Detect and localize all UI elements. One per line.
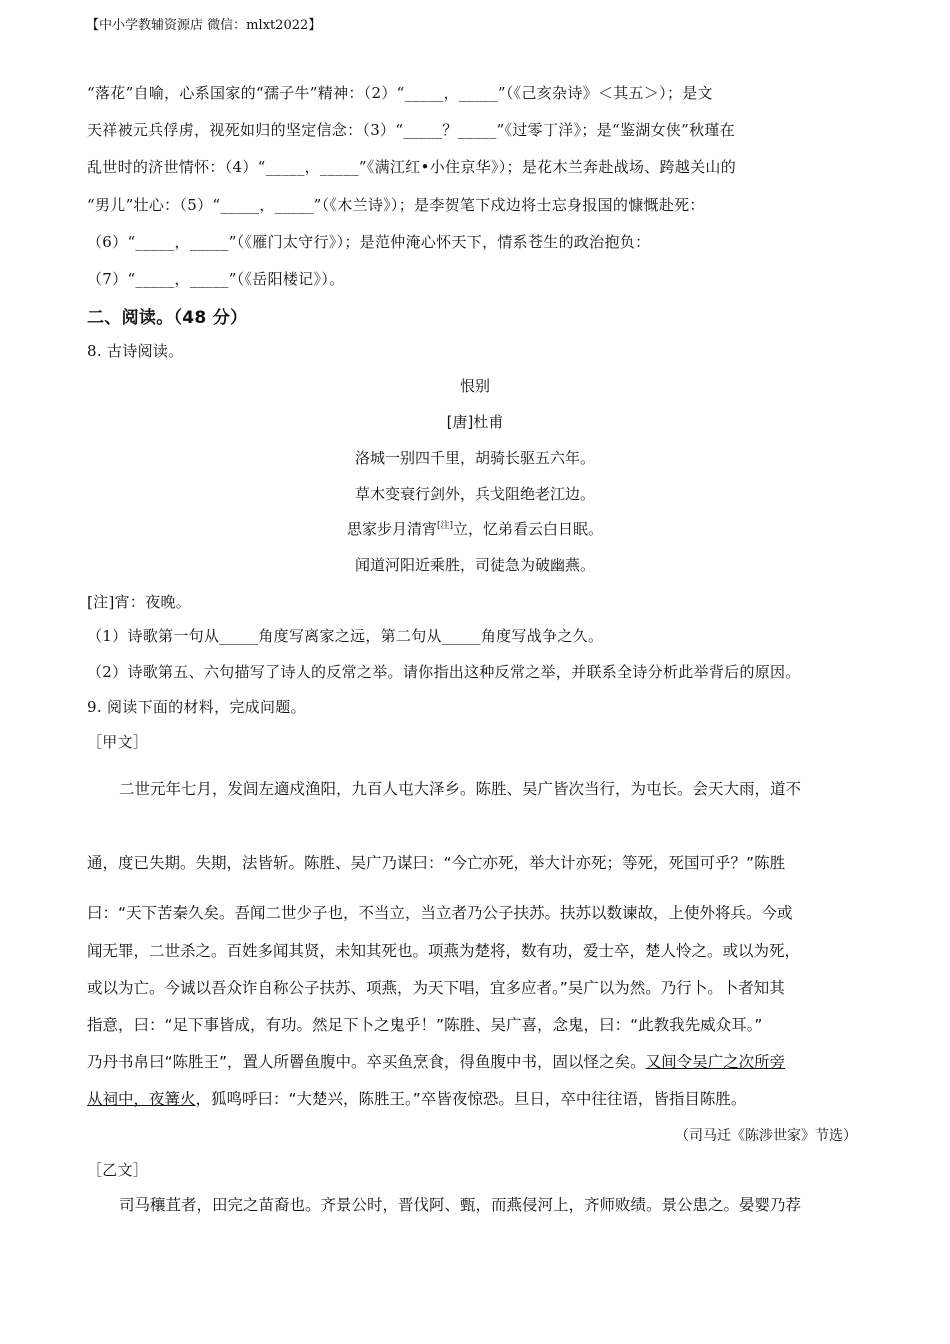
jia-line-8-text: ，狐鸣呼曰：“大楚兴，陈胜王。”卒皆夜惊恐。旦日，卒中往往语，皆指目陈胜。: [195, 1090, 747, 1108]
verse3-a: 思家步月清宵: [346, 520, 437, 538]
poem-fill-line-1: “落花”自喻，心系国家的“孺子牛”精神：（2）“_____，_____”（《己亥杂诗》＜其五＞）；是文: [87, 84, 713, 102]
q8-stem: 8. 古诗阅读。: [87, 342, 184, 360]
jia-line-7: [87, 1050, 785, 1072]
poem-verse-3: [0, 518, 950, 539]
page-header: 【中小学教辅资源店 微信：mlxt2022】: [86, 18, 322, 33]
verse3-b: 立，忆弟看云白日眠。: [453, 520, 604, 538]
underlined-sentence-part-1: 又间令吴广之次所旁: [645, 1053, 786, 1071]
poem-fill-line-6: （7）“_____，_____”（《岳阳楼记》）。: [87, 270, 345, 288]
q8-subquestion-1: （1）诗歌第一句从_____角度写离家之远，第二句从_____角度写战争之久。: [87, 627, 604, 645]
jia-line-4: 闻无罪，二世杀之。百姓多闻其贤，未知其死也。项燕为楚将，数有功，爱士卒，楚人怜之。或以为死，: [87, 942, 801, 960]
jia-line-8: [87, 1087, 746, 1109]
poem-fill-line-3: 乱世时的济世情怀：（4）“_____，_____”《满江红•小住京华》）；是花木兰奔赴战场、跨越关山的: [87, 158, 737, 176]
jia-line-5: 或以为亡。今诚以吾众诈自称公子扶苏、项燕，为天下唱，宜多应者。”吴广以为然。乃行卜。卜者知其: [87, 979, 785, 997]
section-title: 二、阅读。（48 分）: [87, 308, 248, 328]
yi-line-1: 司马穰苴者，田完之苗裔也。齐景公时，晋伐阿、甄，而燕侵河上，齐师败绩。景公患之。晏婴乃荐: [119, 1196, 802, 1214]
poem-fill-line-4: “男儿”壮心：（5）“_____，_____”（《木兰诗》）；是李贺笔下戍边将士忘身报国的慷慨赴死：: [87, 196, 705, 214]
poem-verse-1: 洛城一别四千里，胡骑长驱五六年。: [354, 449, 595, 467]
poem-verse-4: 闻道河阳近乘胜，司徒急为破幽燕。: [354, 556, 595, 574]
jia-line-2: 通，度已失期。失期，法皆斩。陈胜、吴广乃谋曰：“今亡亦死，举大计亦死；等死，死国可乎？”陈胜: [87, 854, 786, 872]
poem-note: [注]宵：夜晚。: [87, 593, 192, 611]
jia-line-6: 指意，曰：“足下事皆成，有功。然足下卜之鬼乎！”陈胜、吴广喜，念鬼，曰：“此教我先威众耳。”: [87, 1016, 763, 1034]
poem-fill-line-2: 天祥被元兵俘虏，视死如归的坚定信念：（3）“_____？_____”《过零丁洋》；是“鉴湖女侠”秋瑾在: [87, 121, 736, 139]
yi-label: ［乙文］: [87, 1161, 149, 1179]
poem-verse-2: 草木变衰行剑外，兵戈阻绝老江边。: [354, 485, 595, 503]
note-marker: [注]: [436, 521, 454, 531]
jia-line-1: 二世元年七月，发闾左適戍渔阳，九百人屯大泽乡。陈胜、吴广皆次当行，为屯长。会天大雨，道不: [119, 780, 802, 798]
poem-title: 恨别: [459, 377, 490, 395]
q8-subquestion-2: （2）诗歌第五、六句描写了诗人的反常之举。请你指出这种反常之举，并联系全诗分析此举背后的原因。: [87, 663, 801, 681]
poem-author: [唐]杜甫: [446, 413, 504, 431]
poem-fill-line-5: （6）“_____，_____”（《雁门太守行》）；是范仲淹心怀天下，情系苍生的政治抱负：: [87, 233, 651, 251]
underlined-sentence-part-2: 从祠中，夜篝火: [87, 1090, 196, 1108]
q9-stem: 9. 阅读下面的材料，完成问题。: [87, 698, 306, 716]
jia-line-7-text: 乃丹书帛曰“陈胜王”，置人所罾鱼腹中。卒买鱼烹食，得鱼腹中书，固以怪之矣。: [87, 1053, 646, 1071]
jia-label: ［甲文］: [87, 733, 149, 751]
jia-source: （司马迁《陈涉世家》节选）: [675, 1128, 857, 1144]
jia-line-3: 曰：“天下苦秦久矣。吾闻二世少子也，不当立，当立者乃公子扶苏。扶苏以数谏故，上使外将兵。今或: [87, 904, 793, 922]
